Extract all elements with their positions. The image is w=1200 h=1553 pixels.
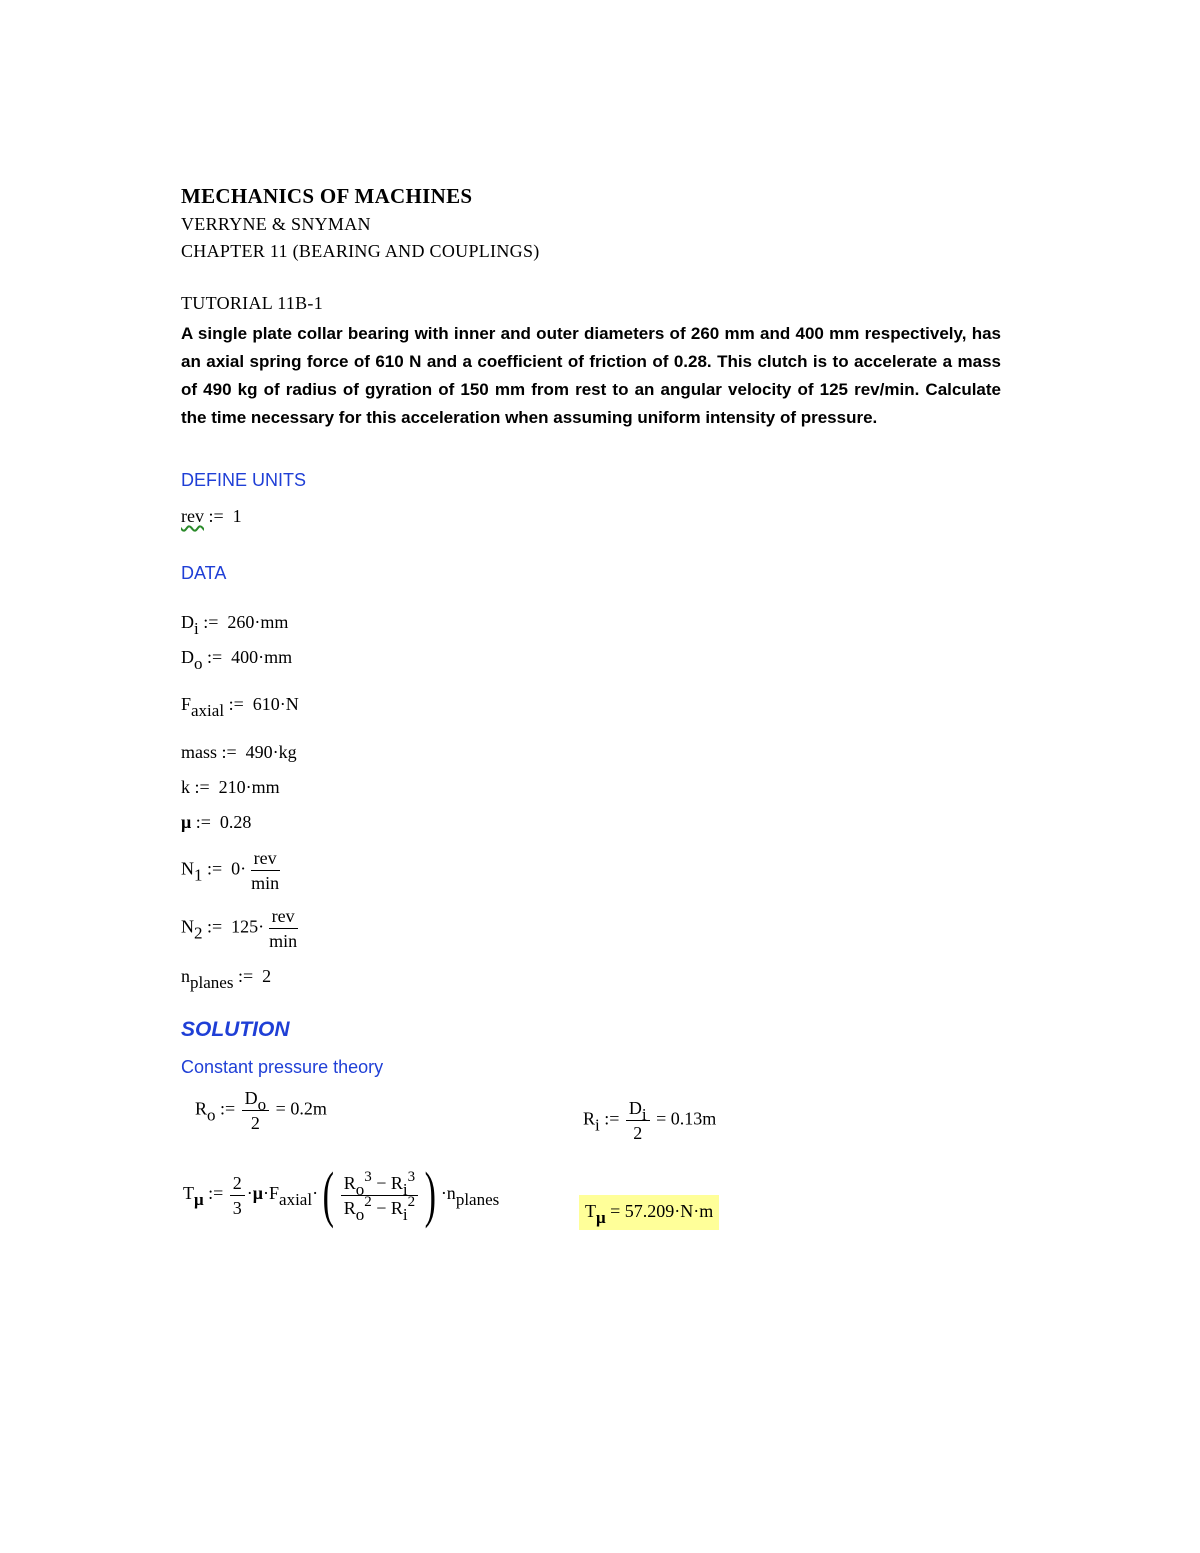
ri-cubed-subscript: i [402,1179,408,1199]
torque-coefficient-denominator: 3 [232,1197,242,1218]
ro-numerator-subscript: o [257,1095,267,1114]
n1-fraction-denominator: min [251,873,280,893]
di-value: 260·mm [227,612,289,632]
n1-subscript: 1 [194,865,203,885]
left-paren: ( [322,1161,335,1229]
nplanes-definition: $n_{planes}$ := 2 [181,966,272,992]
ro-fraction [242,1087,270,1134]
rev-variable: rev [181,506,204,526]
do-subscript: o [194,654,203,673]
n2-fraction-denominator: min [269,931,298,951]
n1-definition: $N_1$ := 0· $\frac{\text{rev}}{\min}$ [181,847,284,894]
do-definition: $D_o$ := 400·mm [181,647,293,673]
ri-squared-exponent: 2 [407,1193,416,1210]
torque-equation: $T_\mu$ := $\frac{2}{3}$ $\cdot\mu\cdot F_{axial}\cdot$ ( $\frac{R_o^3 - R_i^3}{R_o^2 - R_i^2}$ ) $\cdot n_{planes}$ [183,1161,500,1229]
ri-result: = 0.13m [656,1108,717,1129]
torque-nplanes-subscript: planes [455,1190,500,1210]
faxial-value: 610·N [252,694,299,714]
rev-definition: rev := 1 [181,506,242,526]
di-subscript: i [194,619,199,638]
constant-pressure-heading: Constant pressure theory [181,1057,384,1077]
torque-coefficient-numerator: 2 [230,1172,245,1196]
ri-equation: $R_i$ := $\frac{D_i}{2}$ = 0.13m [583,1098,717,1143]
ro-squared-exponent: 2 [364,1193,372,1210]
radius-ratio-numerator: $R_o^3 - R_i^3$ [341,1172,418,1196]
solution-heading: SOLUTION [181,1018,290,1041]
ri-cubed-exponent: 3 [407,1168,416,1185]
di-definition: $D_i$ := 260·mm [181,612,289,638]
n2-definition: $N_2$ := 125· $\frac{\text{rev}}{\min}$ [181,905,302,952]
mass-value: 490·kg [245,742,297,762]
ri-numerator: $D_i$ [626,1097,650,1121]
n2-coefficient: 125· [231,916,265,937]
ri-squared-subscript: i [402,1204,408,1224]
define-units-heading: DEFINE UNITS [181,470,307,490]
n1-fraction [248,847,282,894]
ro-result: = 0.2m [275,1098,327,1119]
mu-value: 0.28 [219,812,252,832]
ro-subscript: o [207,1105,216,1125]
torque-subscript: μ [194,1190,204,1210]
n2-subscript: 2 [194,923,203,943]
nplanes-subscript: planes [190,973,234,992]
ro-cubed-subscript: o [355,1179,365,1199]
ri-subscript: i [595,1115,600,1135]
ri-fraction [626,1097,650,1144]
faxial-subscript: axial [191,701,225,720]
nplanes-value: 2 [262,966,272,986]
do-value: 400·mm [231,647,293,667]
k-definition: k := 210·mm [181,777,280,797]
chapter-heading: CHAPTER 11 (BEARING AND COUPLINGS) [181,241,540,261]
k-value: 210·mm [218,777,280,797]
torque-faxial-subscript: axial [279,1190,313,1210]
ri-denominator: 2 [633,1123,643,1143]
n1-coefficient: 0· [231,858,247,879]
torque-result-subscript: μ [596,1208,606,1227]
ri-numerator-subscript: i [641,1105,647,1124]
mass-definition: mass := 490·kg [181,742,297,762]
torque-result: $T_\mu = 57.209\cdot N\cdot m$ [579,1195,719,1230]
n1-fraction-numerator: rev [251,847,280,871]
problem-statement: A single plate collar bearing with inner and outer diameters of 260 mm and 400 mm respectively, has an axial spring force of 610 N and a coefficient of friction of 0.28. This clutch is to accelerate a mass of 490 kg of radius of gyration of 150 mm from rest to an angular velocity of 125 rev/min. Calculate the time necessary for this acceleration when assuming uniform intensity of pressure. [181,324,1001,427]
ro-squared-subscript: o [355,1204,365,1224]
ro-denominator: 2 [250,1113,260,1133]
n2-fraction [266,905,300,952]
rev-value: 1 [232,506,242,526]
ro-cubed-exponent: 3 [364,1168,372,1185]
data-heading: DATA [181,563,227,583]
tutorial-heading: TUTORIAL 11B-1 [181,293,324,313]
document-title: MECHANICS OF MACHINES [181,184,473,208]
radius-ratio-denominator: $R_o^2 - R_i^2$ [343,1193,416,1224]
radius-ratio-fraction [341,1168,418,1224]
right-paren: ) [424,1161,437,1229]
authors: VERRYNE & SNYMAN [181,214,371,234]
ro-numerator: $D_o$ [242,1087,270,1111]
torque-result-value: = 57.209·N·m [610,1201,714,1221]
n2-fraction-numerator: rev [269,905,298,929]
torque-coefficient-fraction [230,1172,245,1219]
ro-equation: $R_o$ := $\frac{D_o}{2}$ = 0.2m [195,1088,327,1133]
radius-ratio-group [318,1161,441,1229]
faxial-definition: $F_{axial}$ := 610·N [181,694,299,720]
mu-definition: μ := 0.28 [181,812,252,832]
